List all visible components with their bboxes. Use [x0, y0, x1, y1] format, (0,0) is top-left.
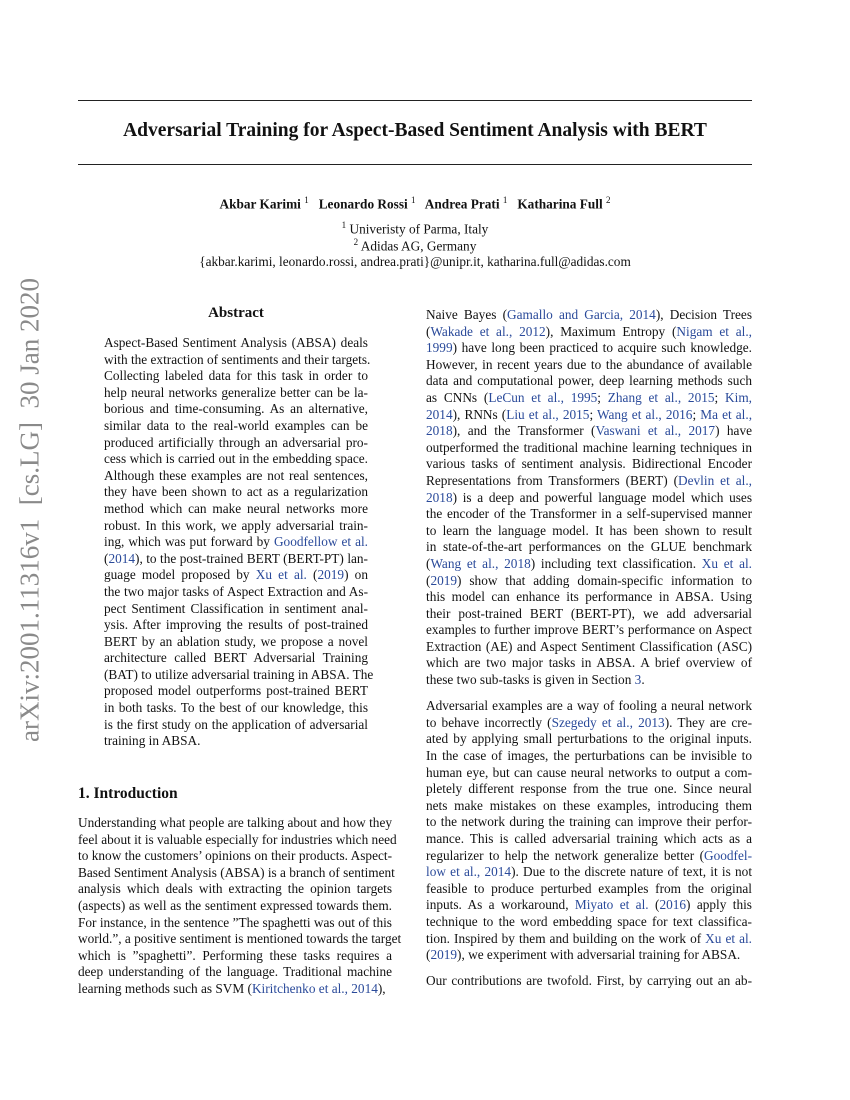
text-line: [426, 947, 752, 964]
text-line: [426, 556, 752, 573]
text-run: Aspect-Based Sentiment Analysis (ABSA) deals: [104, 335, 368, 350]
text-run: ). Due to the discrete nature of text, it is not: [511, 864, 753, 880]
text-run: ), Decision Trees: [655, 307, 752, 322]
text-run: learning methods such as SVM (: [78, 980, 252, 996]
text-line: [426, 639, 752, 656]
text-run: ) apply this: [686, 897, 752, 913]
text-run: architecture called BERT Adversarial Training: [104, 650, 368, 666]
text-line: [426, 539, 752, 556]
text-run: various tasks of sentiment analysis. Bidirectional Encoder: [426, 456, 752, 472]
text-line: [78, 898, 392, 915]
text-run: feel about it is valuable especially for industries which need: [78, 831, 397, 847]
author: Andrea Prati: [424, 196, 500, 212]
text-line: [426, 698, 752, 715]
text-line: [104, 617, 368, 634]
text-run: ). They are cre-: [664, 714, 753, 730]
text-line: [78, 981, 392, 998]
text-line: [426, 307, 752, 324]
text-run: ),: [377, 980, 386, 996]
text-run: world.”, a positive sentiment is mentioned towards the target: [78, 931, 402, 947]
text-line: [104, 650, 368, 667]
text-run: technique to the word embedding space for text classifica-: [426, 913, 752, 929]
text-line: [426, 490, 752, 507]
text-run: For instance, in the sentence ”The spaghetti was out of this: [78, 914, 392, 930]
author: Leonardo Rossi: [318, 196, 408, 212]
abstract-body: [104, 335, 374, 750]
citation-link[interactable]: Nigam et al.,: [676, 323, 752, 339]
text-run: guage model proposed by: [104, 567, 256, 583]
text-line: [104, 335, 368, 352]
text-run: to behave incorrectly (: [426, 714, 552, 730]
text-run: examples to further improve BERT’s performance on Aspect: [426, 622, 752, 638]
text-line: [426, 473, 752, 490]
text-run: ), RNNs (: [452, 406, 507, 422]
text-run: ;: [692, 406, 701, 422]
citation-link[interactable]: 3: [634, 672, 642, 688]
text-line: [78, 915, 392, 932]
text-run: in both tasks. To the best of our knowledge, this: [104, 700, 368, 716]
text-line: [78, 964, 392, 981]
text-line: [426, 765, 752, 782]
citation-link[interactable]: Devlin et al.,: [678, 472, 752, 488]
text-line: [78, 831, 397, 849]
text-line: [104, 700, 368, 717]
text-run: ing, which was put forward by: [104, 534, 274, 550]
text-run: to learn the language model. It has been shown to result: [426, 522, 752, 538]
text-line: [426, 324, 752, 341]
text-run: regularizer to help the network generalize better (: [426, 847, 704, 863]
text-line: [104, 584, 368, 601]
text-line: [426, 781, 752, 798]
introduction-right-body: [426, 307, 752, 990]
citation-link[interactable]: Zhang et al., 2015: [607, 389, 715, 405]
arxiv-stamp: arXiv:2001.11316v1 [cs.LG] 30 Jan 2020: [14, 278, 45, 742]
text-line: [104, 567, 368, 584]
text-line: [104, 501, 368, 518]
text-run: similar data to the real-world examples can be: [104, 417, 368, 433]
text-run: ), and the Transformer (: [452, 423, 596, 439]
text-line: [104, 484, 368, 501]
text-line: [426, 606, 752, 623]
text-line: [426, 423, 752, 440]
citation-link[interactable]: LeCun et al., 1995: [488, 389, 598, 405]
text-run: method which can make neural networks more: [104, 500, 368, 516]
text-line: [104, 385, 368, 402]
text-run: ;: [589, 406, 598, 422]
text-run: ated by applying small perturbations to the original inputs.: [426, 731, 752, 747]
text-run: human eye, but can cause neural networks to output a com-: [426, 764, 752, 780]
text-line: [426, 655, 752, 672]
author-list: Akbar Karimi $^1$ Leonardo Rossi $^1$ Andrea Prati $^1$ Katharina Full $^2$: [219, 195, 611, 212]
citation-link[interactable]: Xu et al.: [705, 930, 752, 946]
citation-link[interactable]: 1999: [426, 340, 453, 356]
citation-link[interactable]: Kiritchenko et al., 2014: [251, 980, 378, 996]
text-line: [104, 666, 374, 684]
text-run: ), we experiment with adversarial training for ABSA.: [457, 947, 741, 963]
text-run: ) on: [344, 567, 368, 583]
citation-link[interactable]: Xu et al.: [255, 567, 307, 583]
citation-link[interactable]: Kim,: [725, 389, 752, 405]
citation-link[interactable]: Wakade et al., 2012: [430, 323, 546, 339]
text-line: [104, 733, 368, 750]
text-run: Representations from Transformers (BERT) (: [426, 472, 679, 488]
text-line: [426, 848, 752, 865]
author-emails: {akbar.karimi, leonardo.rossi, andrea.prati}@unipr.it, katharina.full@adidas.com: [199, 254, 631, 269]
text-run: Collecting labeled data for this task in order to: [104, 368, 368, 384]
text-run: Based Sentiment Analysis (ABSA) is a branch of sentiment: [78, 864, 395, 880]
text-run: (BAT) to utilize adversarial training in ABSA. The: [104, 666, 374, 682]
text-run: produced artificially through an adversarial pro-: [104, 434, 368, 450]
paragraph: [78, 815, 402, 998]
text-line: [426, 672, 752, 689]
affiliation: $^1$ Univeristy of Parma, Italy: [341, 220, 489, 237]
text-line: [78, 948, 392, 965]
text-run: the two major tasks of Aspect Extraction and As-: [104, 583, 368, 599]
citation-link[interactable]: Vaswani et al., 2017: [595, 423, 716, 439]
text-run: ;: [714, 389, 726, 405]
text-run: is the first study on the application of adversarial: [104, 716, 368, 732]
text-run: they have been shown to act as a regularization: [104, 484, 368, 500]
text-line: [426, 373, 752, 390]
text-run: ) show that adding domain-specific information to: [457, 572, 752, 588]
text-run: ) have long been practiced to acquire such knowledge.: [452, 340, 752, 356]
paper-title: Adversarial Training for Aspect-Based Sentiment Analysis with BERT: [123, 120, 707, 141]
text-run: robust. In this work, we apply adversarial train-: [104, 517, 368, 533]
text-line: [426, 523, 752, 540]
text-line: [104, 717, 368, 734]
text-line: [78, 864, 395, 882]
text-run: (: [306, 567, 318, 583]
text-line: [426, 440, 752, 457]
text-run: ysis. After improving the results of post-trained: [104, 617, 368, 633]
text-run: (: [426, 555, 431, 571]
text-run: cess which is carried out in the embedding space.: [104, 451, 368, 467]
citation-link[interactable]: Ma et al.,: [700, 406, 753, 422]
citation-link[interactable]: 2014: [426, 406, 453, 422]
text-run: to the network during the training can improve their perfor-: [426, 814, 752, 830]
text-run: pletely different response from the true one. Since neural: [426, 781, 752, 797]
text-line: [426, 573, 752, 590]
text-run: their post-trained BERT (BERT-PT), we add adversarial: [426, 605, 752, 621]
text-run: in state-of-the-art performances on the GLUE benchmark: [426, 539, 752, 555]
text-run: feasible to produce perturbed examples from the original: [426, 880, 752, 896]
text-line: [104, 551, 368, 568]
citation-link[interactable]: Miyato et al.: [574, 897, 649, 913]
text-line: [104, 518, 368, 535]
text-run: as CNNs (: [426, 389, 489, 405]
text-run: Extraction (AE) and Aspect Sentiment Classification (ASC): [426, 638, 752, 654]
text-line: [426, 831, 752, 848]
text-run: with the extraction of sentiments and their targets.: [104, 351, 371, 367]
text-run: .: [641, 672, 645, 688]
text-line: [104, 534, 368, 551]
citation-link[interactable]: low et al., 2014: [426, 864, 512, 880]
text-line: [104, 468, 368, 485]
text-line: [426, 357, 752, 374]
citation-link[interactable]: Liu et al., 2015: [506, 406, 590, 422]
text-run: the encoder of the Transformer in a self-supervised manner: [426, 506, 752, 522]
text-run: ) have: [715, 423, 752, 439]
text-run: ) is a deep and powerful language model which uses: [452, 489, 752, 505]
text-run: Naive Bayes (: [426, 307, 507, 322]
text-run: inputs. As a workaround,: [426, 897, 575, 913]
citation-link[interactable]: Goodfel-: [704, 847, 752, 863]
introduction-left-body: [78, 815, 402, 998]
text-run: data and computational power, deep learning methods such: [426, 373, 752, 389]
text-run: Understanding what people are talking about and how they: [78, 815, 392, 830]
text-run: which are two major tasks in ABSA. A brief overview of: [426, 655, 752, 671]
author: Akbar Karimi: [219, 196, 301, 212]
text-run: tion. Inspired by them and building on the work of: [426, 930, 706, 946]
citation-link[interactable]: Wang et al., 2018: [430, 555, 531, 571]
text-run: (: [426, 572, 431, 588]
text-line: [426, 589, 752, 606]
text-run: (: [104, 550, 109, 566]
citation-link[interactable]: Goodfellow et al.: [273, 534, 368, 550]
text-run: ), to the post-trained BERT (BERT-PT) lan-: [135, 550, 368, 566]
text-run: (: [426, 947, 431, 963]
text-line: [104, 418, 368, 435]
text-run: borious and time-consuming. As an alternative,: [104, 401, 368, 417]
text-line: [104, 368, 368, 385]
paragraph: [104, 335, 374, 750]
citation-link[interactable]: 2018: [426, 423, 453, 439]
text-run: outperformed the traditional machine learning techniques in: [426, 439, 752, 455]
text-run: mance. This is called adversarial training which acts as a: [426, 831, 752, 846]
text-run: However, in recent years due to the abundance of available: [426, 356, 752, 372]
text-line: [104, 683, 368, 700]
text-run: ), Maximum Entropy (: [545, 323, 677, 339]
citation-link[interactable]: 2019: [317, 567, 345, 583]
citation-link[interactable]: Gamallo and Garcia, 2014: [507, 307, 656, 322]
text-run: (aspects) as well as the sentiment expressed towards them.: [78, 897, 392, 913]
citation-link[interactable]: Wang et al., 2016: [597, 406, 693, 422]
text-line: [426, 715, 752, 732]
citation-link[interactable]: 2019: [430, 572, 458, 588]
text-run: training in ABSA.: [104, 733, 201, 749]
text-line: [426, 390, 752, 407]
text-line: [78, 815, 392, 832]
citation-link[interactable]: Xu et al.: [701, 555, 752, 571]
text-line: [104, 435, 368, 452]
text-line: [426, 407, 752, 424]
text-line: [426, 864, 752, 881]
citation-link[interactable]: 2014: [108, 550, 136, 566]
text-line: [78, 881, 392, 898]
affiliation: $^2$ Adidas AG, Germany: [353, 237, 477, 254]
text-line: [104, 451, 368, 468]
text-line: [104, 351, 371, 369]
text-line: [426, 622, 752, 639]
text-run: Our contributions are twofold. First, by carrying out an ab-: [426, 973, 752, 989]
title-bottom-rule: [78, 164, 752, 165]
paragraph: [426, 698, 752, 964]
text-run: BERT by an ablation study, we propose a novel: [104, 633, 368, 649]
text-line: [104, 634, 368, 651]
text-line: [104, 401, 368, 418]
text-run: ) including text classification.: [530, 555, 702, 571]
text-run: proposed model outperforms post-trained BERT: [104, 683, 368, 699]
paragraph: [426, 973, 752, 990]
text-run: this model can enhance its performance in ABSA. Using: [426, 589, 752, 605]
text-run: Adversarial examples are a way of fooling a neural network: [426, 698, 752, 714]
text-run: ;: [597, 389, 608, 405]
text-line: [78, 848, 392, 865]
author: Katharina Full: [517, 196, 603, 212]
text-line: [426, 731, 752, 748]
text-line: [426, 973, 752, 990]
citation-link[interactable]: 2018: [426, 489, 453, 505]
text-line: [426, 914, 752, 931]
text-line: [426, 897, 752, 914]
text-run: to know the customers’ opinions on their products. Aspect-: [78, 848, 392, 864]
text-run: (: [648, 897, 660, 913]
text-run: nets make mistakes on these examples, introducing them: [426, 797, 752, 813]
citation-link[interactable]: 2019: [430, 947, 458, 963]
title-top-rule: [78, 100, 752, 101]
text-run: analysis which deals with extracting the opinion targets: [78, 881, 392, 897]
text-line: [426, 748, 752, 765]
text-line: [78, 931, 402, 948]
section-heading-introduction: 1. Introduction: [78, 785, 178, 802]
text-run: these two sub-tasks is given in Section: [426, 672, 635, 688]
text-line: [426, 814, 752, 831]
abstract-heading: Abstract: [208, 305, 264, 321]
text-line: [426, 798, 752, 815]
paragraph: [426, 307, 752, 689]
text-line: [426, 506, 752, 523]
citation-link[interactable]: 2016: [659, 897, 687, 913]
text-run: help neural networks generalize better can be la-: [104, 384, 368, 400]
text-line: [426, 881, 752, 898]
text-run: deep understanding of the language. Traditional machine: [78, 964, 392, 980]
citation-link[interactable]: Szegedy et al., 2013: [551, 714, 665, 730]
text-run: In the case of images, the perturbations can be invisible to: [426, 748, 752, 764]
text-line: [426, 456, 752, 473]
text-run: which is ”spaghetti”. Performing these tasks requires a: [78, 947, 392, 963]
text-line: [104, 601, 368, 618]
text-run: Although these examples are not real sentences,: [104, 467, 368, 483]
text-run: (: [426, 323, 431, 339]
text-run: pect Sentiment Classification in sentiment anal-: [104, 600, 368, 616]
text-line: [426, 340, 752, 357]
text-line: [426, 931, 752, 948]
